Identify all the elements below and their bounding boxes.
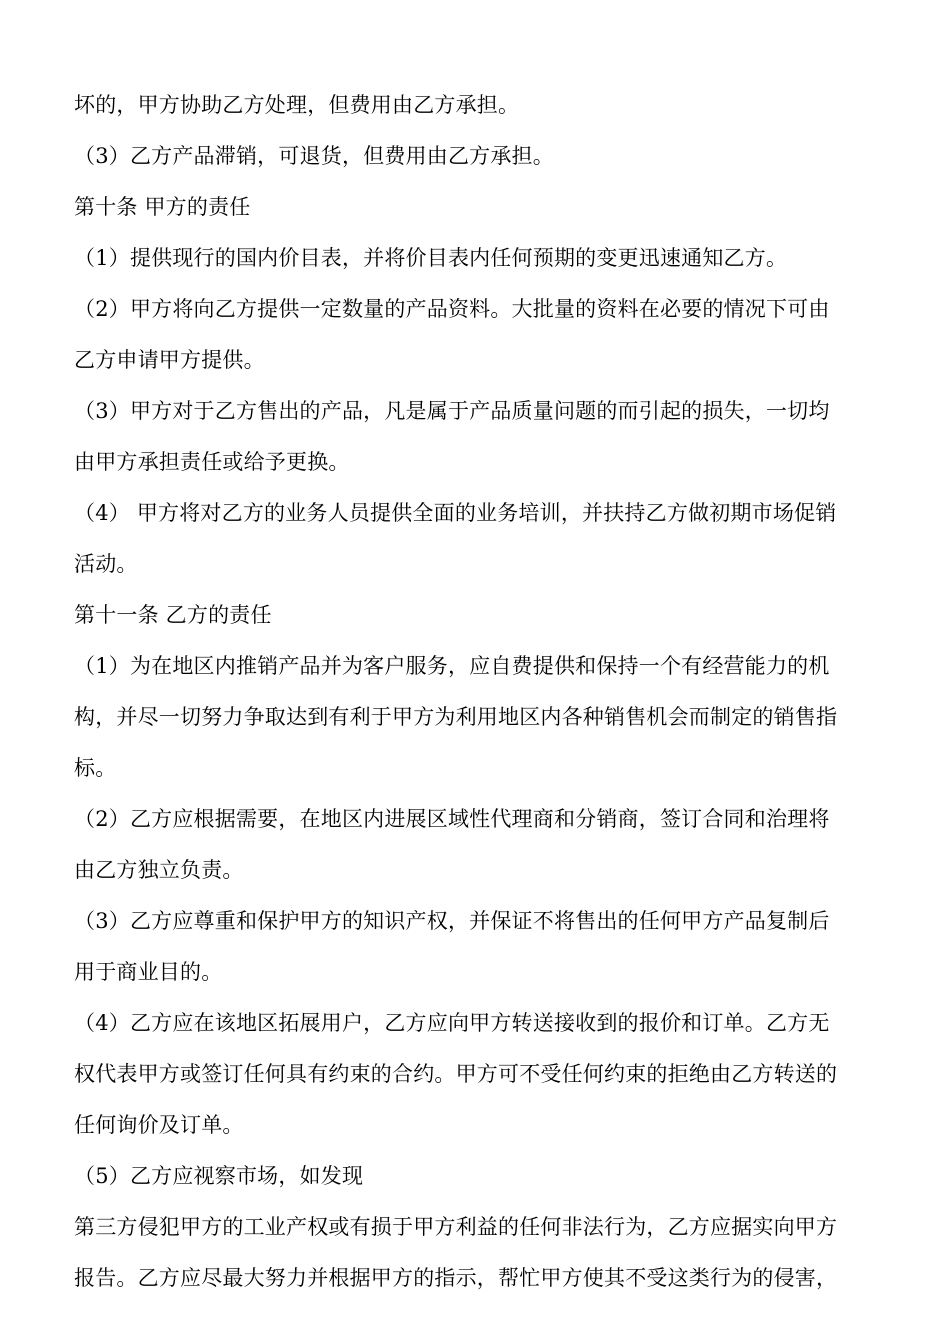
- text-line: 构，并尽一切努力争取达到有利于甲方为利用地区内各种销售机会而制定的销售指: [74, 705, 838, 729]
- text-line: 任何询价及订单。: [74, 1113, 244, 1137]
- text-line: （4）乙方应在该地区拓展用户，乙方应向甲方转送接收到的报价和订单。乙方无: [74, 1011, 830, 1035]
- document-body: [74, 80, 884, 1304]
- section-heading: 第十条 甲方的责任: [74, 195, 251, 219]
- text-line: 活动。: [74, 552, 138, 576]
- text-line: 第三方侵犯甲方的工业产权或有损于甲方利益的任何非法行为，乙方应据实向甲方: [74, 1215, 838, 1239]
- text-line: 用于商业目的。: [74, 960, 223, 984]
- text-line: 由甲方承担责任或给予更换。: [74, 450, 350, 474]
- text-line: （5）乙方应视察市场，如发现: [74, 1164, 364, 1188]
- text-line: 标。: [74, 756, 117, 780]
- text-line: （2）甲方将向乙方提供一定数量的产品资料。大批量的资料在必要的情况下可由: [74, 297, 830, 321]
- text-line: 权代表甲方或签订任何具有约束的合约。甲方可不受任何约束的拒绝由乙方转送的: [74, 1062, 838, 1086]
- text-line: （3）乙方应尊重和保护甲方的知识产权，并保证不将售出的任何甲方产品复制后: [74, 909, 830, 933]
- text-line: 由乙方独立负责。: [74, 858, 244, 882]
- text-line: （3）乙方产品滞销，可退货，但费用由乙方承担。: [74, 144, 554, 168]
- text-line: （3）甲方对于乙方售出的产品，凡是属于产品质量问题的而引起的损失，一切均: [74, 399, 830, 423]
- text-line: 乙方申请甲方提供。: [74, 348, 265, 372]
- text-line: （1）提供现行的国内价目表，并将价目表内任何预期的变更迅速通知乙方。: [74, 246, 788, 270]
- text-line: 报告。乙方应尽最大努力并根据甲方的指示，帮忙甲方使其不受这类行为的侵害，: [74, 1266, 838, 1290]
- section-heading: 第十一条 乙方的责任: [74, 603, 272, 627]
- text-line: （4） 甲方将对乙方的业务人员提供全面的业务培训，并扶持乙方做初期市场促销: [74, 501, 837, 525]
- text-line: （2）乙方应根据需要，在地区内进展区域性代理商和分销商，签订合同和治理将: [74, 807, 830, 831]
- text-line: （1）为在地区内推销产品并为客户服务，应自费提供和保持一个有经营能力的机: [74, 654, 830, 678]
- text-line: 坏的，甲方协助乙方处理，但费用由乙方承担。: [74, 93, 520, 117]
